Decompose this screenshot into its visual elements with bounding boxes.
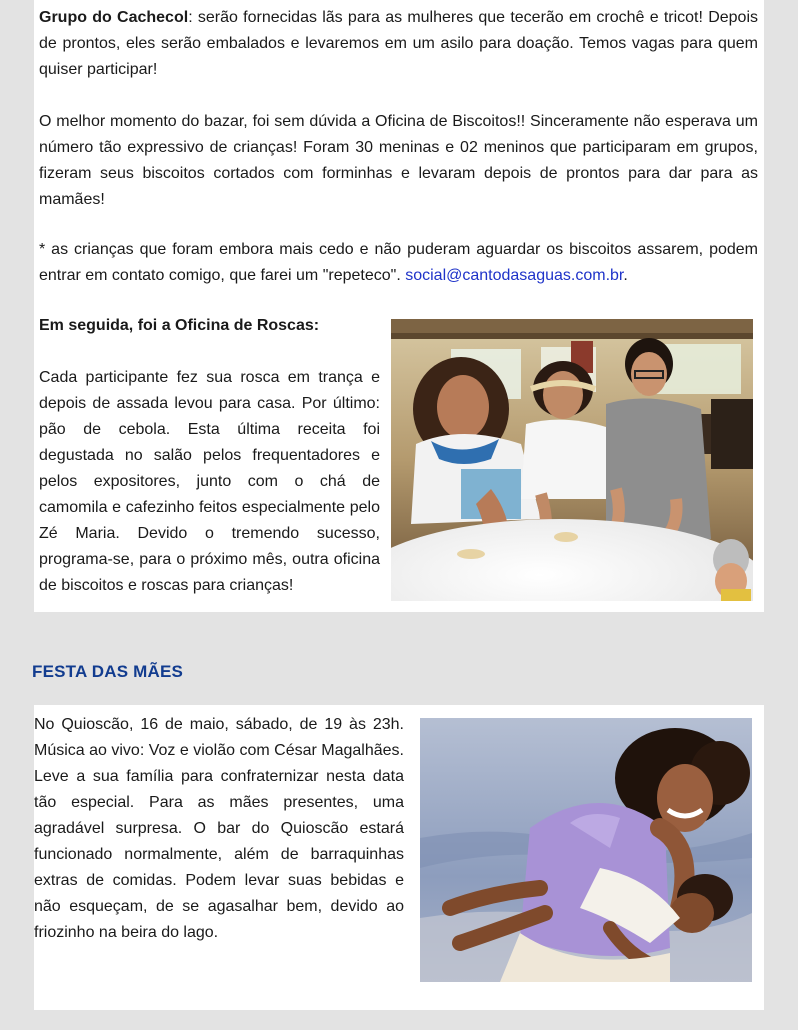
roscas-photo-illustration xyxy=(391,319,753,601)
mother-child-illustration xyxy=(420,718,752,982)
note-text: * as crianças que foram embora mais cedo e não puderam aguardar os biscoitos assarem, podem entrar em contato comigo, que farei um "repeteco". xyxy=(39,241,758,284)
festa-paragraph: No Quioscão, 16 de maio, sábado, de 19 às 23h. Música ao vivo: Voz e violão com César Magalhães. Leve a sua família para confraternizar nesta data tão especial. Para as mães presentes, uma agradável surpresa. O bar do Quioscão estará funcionado normalmente, além de barraquinhas extras de comidas. Podem levar suas bebidas e não esqueçam, de se agasalhar bem, devido ao friozinho na beira do lago. xyxy=(34,716,404,941)
festa-section-title: FESTA DAS MÃES xyxy=(32,662,184,681)
roscas-paragraph: Cada participante fez sua rosca em trança e depois de assada levou para casa. Por último: pão de cebola. Esta última receita foi degustada no salão pelos frequentadores e pelos expositores, junto com o chá de camomila e cafezinho feitos especialmente pelo Zé Maria. Devido o tremendo sucesso, programa-se, para o próximo mês, outra oficina de biscoitos e roscas para crianças! xyxy=(39,369,380,594)
mother-child-photo xyxy=(420,718,752,982)
roscas-workshop-photo xyxy=(391,319,753,601)
roscas-heading: Em seguida, foi a Oficina de Roscas: xyxy=(39,317,320,334)
newsletter-panel-top xyxy=(34,0,764,612)
cachecol-paragraph xyxy=(39,5,758,83)
cachecol-text: : serão fornecidas lãs para as mulheres que tecerão em crochê e tricot! Depois de prontos, eles serão embalados e levaremos em um asilo para doação. Temos vagas para quem quiser participar! xyxy=(39,9,759,78)
note-end: . xyxy=(623,267,628,284)
cachecol-label: Grupo do Cachecol xyxy=(39,9,189,26)
note-paragraph xyxy=(39,237,758,289)
email-link[interactable]: social@cantodasaguas.com.br xyxy=(405,267,624,284)
newsletter-panel-bottom xyxy=(34,705,764,1010)
biscoitos-paragraph: O melhor momento do bazar, foi sem dúvida a Oficina de Biscoitos!! Sinceramente não esperava um número tão expressivo de crianças! Foram 30 meninas e 02 meninos que participaram em grupos, fizeram seus biscoitos cortados com forminhas e levaram depois de prontos para dar para as mamães! xyxy=(39,113,758,208)
